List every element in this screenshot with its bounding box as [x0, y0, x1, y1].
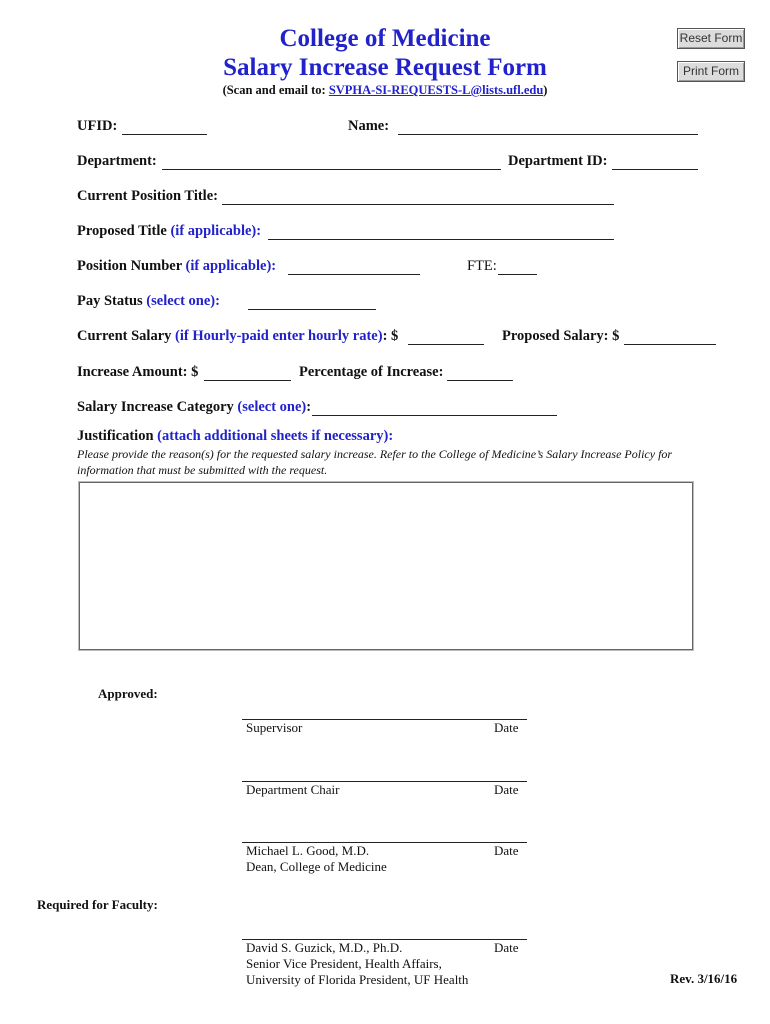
- dean-date-label: Date: [494, 843, 519, 858]
- department-id-field[interactable]: [612, 169, 698, 170]
- position-number-note: (if applicable):: [185, 258, 277, 274]
- ufid-field[interactable]: [122, 134, 207, 135]
- current-salary-text: Current Salary: [77, 328, 172, 344]
- supervisor-date-label: Date: [494, 720, 519, 735]
- department-chair-date-label: Date: [494, 782, 519, 797]
- salary-category-text: Salary Increase Category: [77, 399, 234, 415]
- salary-category-colon: :: [306, 399, 312, 415]
- required-for-faculty-label: Required for Faculty:: [37, 897, 158, 912]
- department-label: Department:: [77, 153, 157, 169]
- justification-text: Justification: [77, 428, 154, 444]
- current-salary-label: [77, 328, 398, 345]
- department-chair-label: Department Chair: [246, 782, 340, 797]
- dean-name: Michael L. Good, M.D.: [246, 843, 370, 858]
- proposed-title-label: [77, 223, 261, 240]
- current-salary-note: (if Hourly-paid enter hourly rate): [175, 328, 383, 344]
- justification-note: (attach additional sheets if necessary):: [157, 428, 394, 444]
- proposed-salary-label: Proposed Salary: $: [502, 328, 620, 344]
- fte-field[interactable]: [498, 274, 537, 275]
- form-title-line2: Salary Increase Request Form: [223, 54, 547, 81]
- scan-prefix: (Scan and email to:: [222, 83, 329, 97]
- justification-label: [77, 428, 393, 445]
- current-salary-suffix: : $: [382, 328, 399, 344]
- increase-amount-field[interactable]: [204, 380, 291, 381]
- svp-title-line1: Senior Vice President, Health Affairs,: [246, 956, 442, 971]
- name-field[interactable]: [398, 134, 698, 135]
- current-position-title-field[interactable]: [222, 204, 614, 205]
- revision-label: Rev. 3/16/16: [670, 971, 738, 986]
- svp-date-label: Date: [494, 940, 519, 955]
- percentage-increase-label: Percentage of Increase:: [299, 364, 444, 380]
- svp-name: David S. Guzick, M.D., Ph.D.: [246, 940, 403, 955]
- pay-status-label: [77, 293, 220, 310]
- justification-instructions-line2: information that must be submitted with the request.: [77, 463, 328, 477]
- proposed-salary-field[interactable]: [624, 344, 716, 345]
- increase-amount-label: Increase Amount: $: [77, 364, 199, 380]
- position-number-text: Position Number: [77, 258, 182, 274]
- percentage-increase-field[interactable]: [447, 380, 513, 381]
- proposed-title-text: Proposed Title: [77, 223, 167, 239]
- print-form-button[interactable]: Print Form: [677, 61, 745, 82]
- justification-textarea[interactable]: [79, 482, 693, 650]
- scan-suffix: ): [543, 83, 548, 97]
- salary-category-note: (select one): [237, 399, 307, 415]
- position-number-label: [77, 258, 276, 275]
- approved-label: Approved:: [98, 686, 158, 701]
- reset-form-button[interactable]: Reset Form: [677, 28, 745, 49]
- pay-status-note: (select one):: [146, 293, 220, 309]
- current-position-title-label: Current Position Title:: [77, 188, 218, 204]
- svp-title-line2: University of Florida President, UF Health: [246, 972, 469, 987]
- name-label: Name:: [348, 118, 390, 134]
- pay-status-text: Pay Status: [77, 293, 143, 309]
- justification-instructions-line1: Please provide the reason(s) for the requested salary increase. Refer to the College of Medicine’s Salary Increase Policy for: [77, 447, 673, 461]
- ufid-label: UFID:: [77, 118, 118, 134]
- current-salary-field[interactable]: [408, 344, 484, 345]
- supervisor-label: Supervisor: [246, 720, 303, 735]
- salary-category-select[interactable]: [312, 415, 557, 416]
- pay-status-select[interactable]: [248, 309, 376, 310]
- proposed-title-field[interactable]: [268, 239, 614, 240]
- form-title-line1: College of Medicine: [279, 25, 491, 52]
- proposed-title-note: (if applicable):: [170, 223, 262, 239]
- scan-email-link[interactable]: SVPHA-SI-REQUESTS-L@lists.ufl.edu: [328, 83, 544, 97]
- scan-instructions: [0, 83, 770, 98]
- position-number-field[interactable]: [288, 274, 420, 275]
- fte-label: FTE:: [467, 258, 497, 274]
- department-id-label: Department ID:: [508, 153, 608, 169]
- department-field[interactable]: [162, 169, 501, 170]
- dean-title: Dean, College of Medicine: [246, 859, 387, 874]
- salary-category-label: [77, 399, 311, 416]
